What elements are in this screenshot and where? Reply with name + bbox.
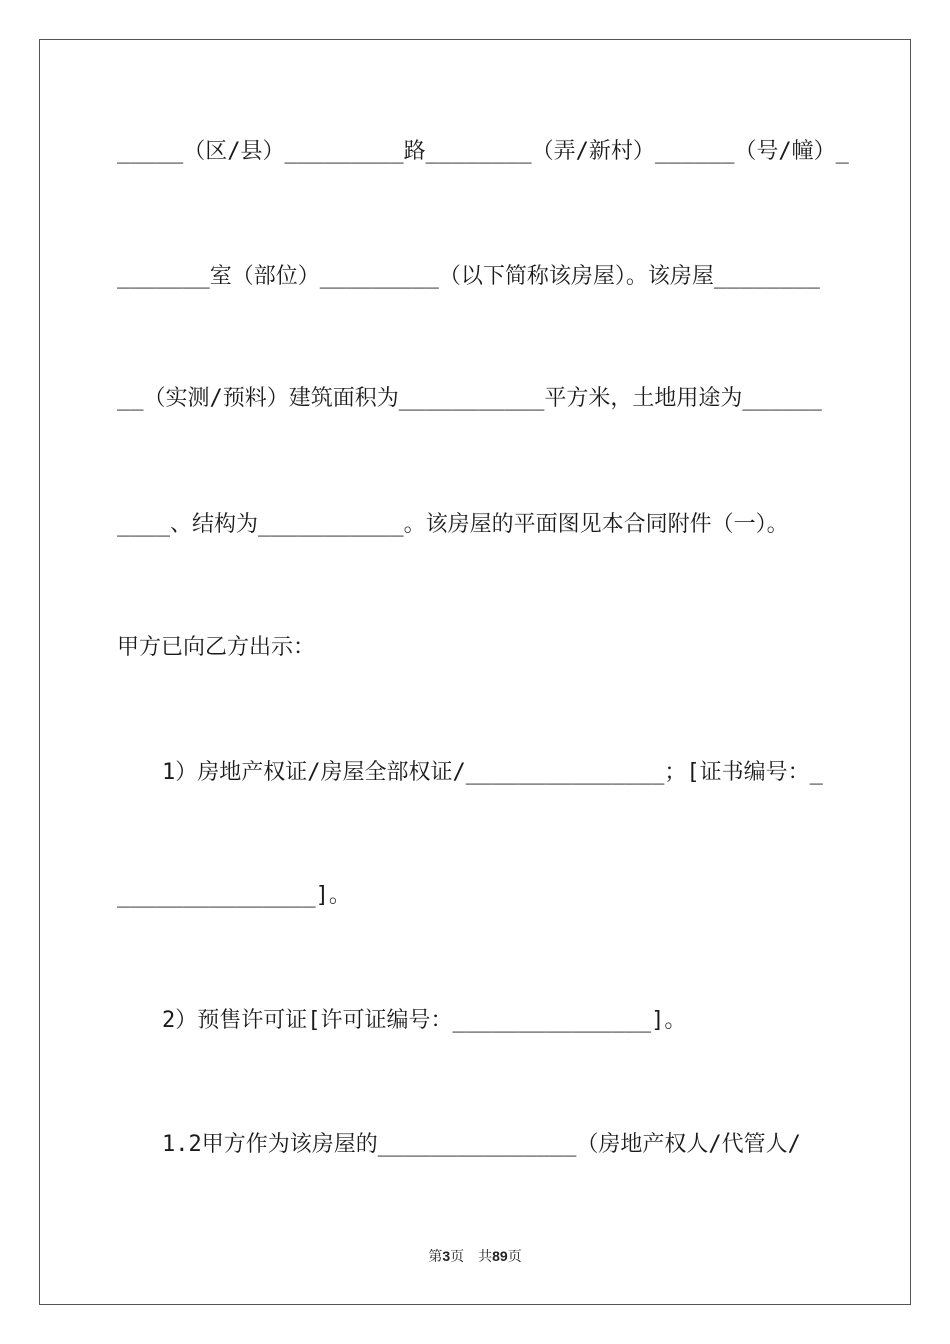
page-footer: [0, 1247, 950, 1266]
contract-line-area: __（实测/预料）建筑面积为___________平方米，土地用途为______: [117, 386, 822, 411]
page-number: 3: [442, 1248, 451, 1264]
page-prefix: 第: [428, 1249, 443, 1265]
total-suffix: 页: [507, 1249, 522, 1265]
contract-line-presale-permit: 2）预售许可证[许可证编号：_______________]。: [162, 1008, 687, 1033]
contract-line-certificate: 1）房地产权证/房屋全部权证/_______________；[证书编号：_: [162, 760, 823, 785]
contract-line-structure: ____、结构为___________。该房屋的平面图见本合同附件（一）。: [117, 512, 789, 537]
contract-line-shown: 甲方已向乙方出示：: [117, 635, 316, 660]
page-border: [39, 39, 911, 1305]
contract-line-room: _______室（部位）_________（以下简称该房屋）。该房屋________: [117, 264, 820, 289]
contract-line-address: _____（区/县）_________路________（弄/新村）______（号/幢）_: [117, 139, 849, 164]
total-prefix: 共: [478, 1249, 493, 1265]
contract-line-certificate-number: _______________]。: [117, 883, 351, 908]
contract-line-clause-1-2: 1.2甲方作为该房屋的_______________（房地产权人/代管人/: [162, 1132, 801, 1157]
total-pages: 89: [492, 1248, 508, 1264]
page-suffix: 页: [450, 1249, 465, 1265]
